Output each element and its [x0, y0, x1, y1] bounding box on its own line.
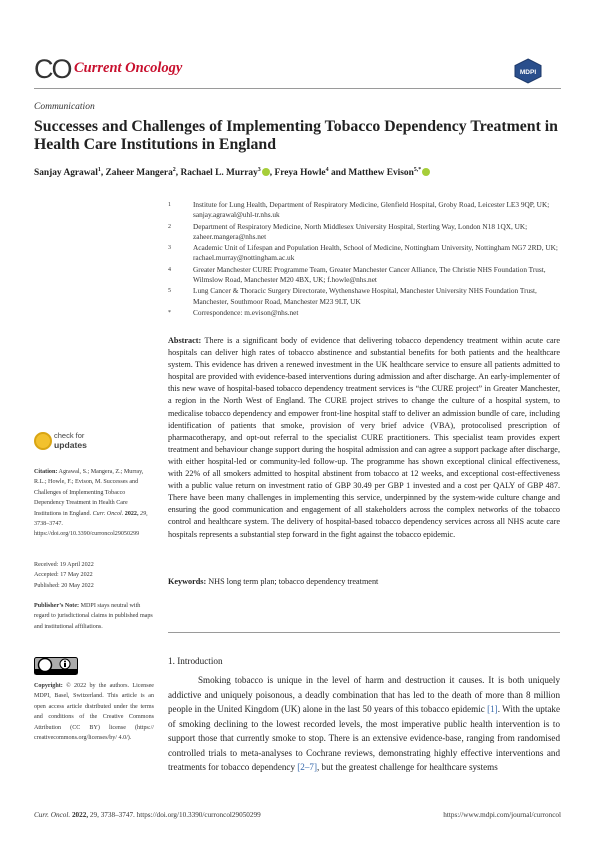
affiliation-text: Department of Respiratory Medicine, North Middlesex University Hospital, Sterling Way, London N18 1QX, UK; zaheer.mangera@nhs.net	[193, 221, 528, 241]
citation-journal: Curr. Oncol.	[92, 510, 124, 517]
citation-text: Agrawal, S.; Mangera, Z.; Murray, R.L.; Howle, F.; Evison, M. Successes and Challenges of Implementing Tobacco Dependency Treatment in Health Care Institutions in England.	[34, 469, 144, 517]
affiliation-number: 5	[168, 288, 171, 295]
author-name[interactable]: Rachael L. Murray	[180, 168, 258, 179]
introduction-paragraph	[168, 673, 560, 775]
footer-citation	[34, 811, 261, 819]
publisher-note-label: Publisher’s Note:	[34, 603, 80, 609]
dates-block	[34, 560, 154, 591]
affiliation-text: Correspondence: m.evison@nhs.net	[193, 307, 299, 317]
cc-by-license-icon[interactable]	[34, 657, 78, 675]
check-updates-icon	[34, 432, 52, 450]
author-name[interactable]: Freya Howle	[274, 168, 326, 179]
copyright-block	[34, 681, 154, 743]
cc-by-logo-icon	[34, 657, 78, 675]
affiliation-item	[168, 200, 560, 221]
reference-link[interactable]: [1]	[487, 704, 498, 714]
intro-text-part: Smoking tobacco is unique in the level of harm and destruction it causes. It is both uniquely addictive and uniquely poisonous, a deadly combination that has led to the death of more than 8 million people in the United Kingdom (UK) alone in the last 50 years of this tobacco epidemic	[168, 675, 560, 714]
journal-logo: CO	[34, 54, 71, 84]
article-title: Successes and Challenges of Implementing Tobacco Dependency Treatment in Health Care Institutions in England	[34, 118, 558, 153]
footer-doi[interactable]: 29, 3738–3747. https://doi.org/10.3390/curroncol29050299	[89, 811, 261, 819]
footer-journal: Curr. Oncol.	[34, 811, 71, 819]
footer-year: 2022,	[71, 811, 89, 819]
abstract	[168, 335, 560, 541]
author-affil-sup: 2	[172, 167, 176, 173]
affiliation-number: 3	[168, 245, 171, 252]
affiliation-number: 1	[168, 202, 171, 208]
check-updates-line1: check for	[54, 431, 85, 440]
affiliation-number: 2	[168, 223, 171, 230]
affiliation-text: Institute for Lung Health, Department of Respiratory Medicine, Glenfield Hospital, Groby Road, Leicester LE3 9QP, UK; sanjay.agrawal@uhl-tr.nhs.uk	[193, 200, 550, 220]
author-affil-sup: 5,*	[413, 167, 422, 173]
footer-url[interactable]: https://www.mdpi.com/journal/curroncol	[443, 811, 561, 819]
author-name[interactable]: Zaheer Mangera	[105, 168, 173, 179]
citation-block	[34, 467, 154, 540]
copyright-label: Copyright:	[34, 683, 63, 689]
orcid-icon[interactable]	[422, 168, 430, 176]
publisher-note-text: MDPI stays neutral with regard to jurisdictional claims in published maps and institutional affiliations.	[34, 603, 153, 630]
author-affil-sup: 3	[257, 167, 261, 173]
intro-text-part: . With the uptake of smoking declining to the lowest recorded levels, the most imperative public health intervention is to support those that currently smoke to stop. There is an extensive evidence-base, ranging from randomised controlled trials to meta-analyses to Cochrane reviews, demonstrating highly effective interventions and treatments for tobacco dependency	[168, 704, 560, 772]
affiliation-item	[168, 243, 560, 264]
check-for-updates-badge[interactable]	[34, 430, 104, 456]
mdpi-logo[interactable]	[513, 58, 543, 84]
accepted-date: Accepted: 17 May 2022	[34, 572, 93, 579]
abstract-text: There is a significant body of evidence that delivering tobacco dependency treatment within acute care hospitals can deliver high rates of tobacco abstinence and substantial benefits for both patients and the healthcare system. This evidence has driven a renewed investment in the UK healthcare service to ensure all patients admitted to hospital are provided with evidence-based interventions during admission and after discharge. An early-implementer of this new wave of hospital-based tobacco dependency treatment services is “the CURE project” in Greater Manchester, a region in the North West of England. The CURE project strives to change the culture of a hospital system, to medicalise tobacco dependency and empower front-line hospital staff to deliver an admission bundle of care, including identification of patients that smoke, provision of very brief advice (VBA), protocolised prescription of pharmacotherapy, and opt-out referral to the specialist CURE practitioners. This specialist team provides expert treatment and behaviour change support during the hospital admission and can agree a support package after discharge, with either hospital-led or community-led follow-up. The programme has shown exceptional clinical effectiveness, with 22% of all smokers admitted to hospital abstinent from tobacco at 12 weeks, and exceptional cost-effectiveness with a public value return on investment ratio of GBP 30.49 per GBP 1 invested and a cost per QALY of GBP 487. There have been many challenges in implementing this service, underpinned by the system-wide culture change and ensuring the good communication and engagement of all stakeholders across the complex networks of the tobacco control and healthcare system. The delivery of hospital-based tobacco dependency services across all NHS acute care hospitals represents a substantial step forward in the fight against the tobacco epidemic.	[168, 336, 560, 539]
author-affil-sup: 4	[325, 167, 329, 173]
citation-label: Citation:	[34, 469, 58, 475]
article-type: Communication	[34, 102, 95, 112]
section-heading-introduction: 1. Introduction	[168, 656, 223, 666]
affiliations	[168, 200, 560, 319]
journal-name[interactable]: Current Oncology	[74, 60, 183, 76]
affiliation-item	[168, 265, 560, 286]
affiliation-item	[168, 286, 560, 307]
affiliation-number: *	[168, 309, 171, 316]
author-affil-sup: 1	[97, 167, 101, 173]
header-rule	[34, 88, 561, 89]
citation-volume: 29,	[140, 510, 148, 517]
keywords-label: Keywords:	[168, 577, 207, 586]
reference-link[interactable]: [2–7]	[297, 762, 317, 772]
check-updates-line2: updates	[54, 440, 87, 450]
keywords-text: NHS long term plan; tobacco dependency treatment	[208, 577, 379, 586]
abstract-label: Abstract:	[168, 336, 202, 345]
received-date: Received: 19 April 2022	[34, 562, 94, 568]
affiliation-text: Greater Manchester CURE Programme Team, Greater Manchester Cancer Alliance, The Christie NHS Foundation Trust, Wilmslow Road, Manchester M20 4BX, UK; f.howle@nhs.net	[193, 264, 546, 285]
affiliation-text: Lung Cancer & Thoracic Surgery Directorate, Wythenshawe Hospital, Manchester University NHS Foundation Trust, Manchester, Southmoor Road, Manchester M23 9LT, UK	[193, 286, 537, 306]
correspondence	[168, 308, 560, 318]
keywords	[168, 577, 560, 586]
keywords-rule	[168, 632, 560, 633]
author-name[interactable]: Sanjay Agrawal	[34, 168, 98, 179]
copyright-text: © 2022 by the authors. Licensee MDPI, Basel, Switzerland. This article is an open access article distributed under the terms and conditions of the Creative Commons Attribution (CC BY) license (https:// creativecommons.org/licenses/by/ 4.0/).	[34, 683, 154, 742]
published-date: Published: 20 May 2022	[34, 582, 94, 589]
citation-doi[interactable]: 3738–3747. https://doi.org/10.3390/curroncol29050299	[34, 521, 140, 538]
orcid-icon[interactable]	[262, 168, 270, 176]
author-list: Sanjay Agrawal$^1$, Zaheer Mangera$^2$, Rachael L. Murray$^3$ , Freya Howle$^4$ and Matthew Evison$^{5,*}$	[34, 167, 561, 178]
affiliation-text: Academic Unit of Lifespan and Population Health, School of Medicine, Nottingham University, Nottingham NG7 2RD, UK; rachael.murray@nottingham.ac.uk	[193, 243, 558, 263]
citation-year: 2022,	[124, 510, 139, 517]
author-name[interactable]: Matthew Evison	[348, 168, 414, 179]
affiliation-number: 4	[168, 266, 171, 273]
affiliation-item	[168, 222, 560, 243]
intro-text-part: , but the greatest challenge for healthcare systems	[316, 762, 498, 772]
mdpi-logo-text: MDPI	[519, 69, 537, 76]
publisher-note	[34, 601, 154, 632]
